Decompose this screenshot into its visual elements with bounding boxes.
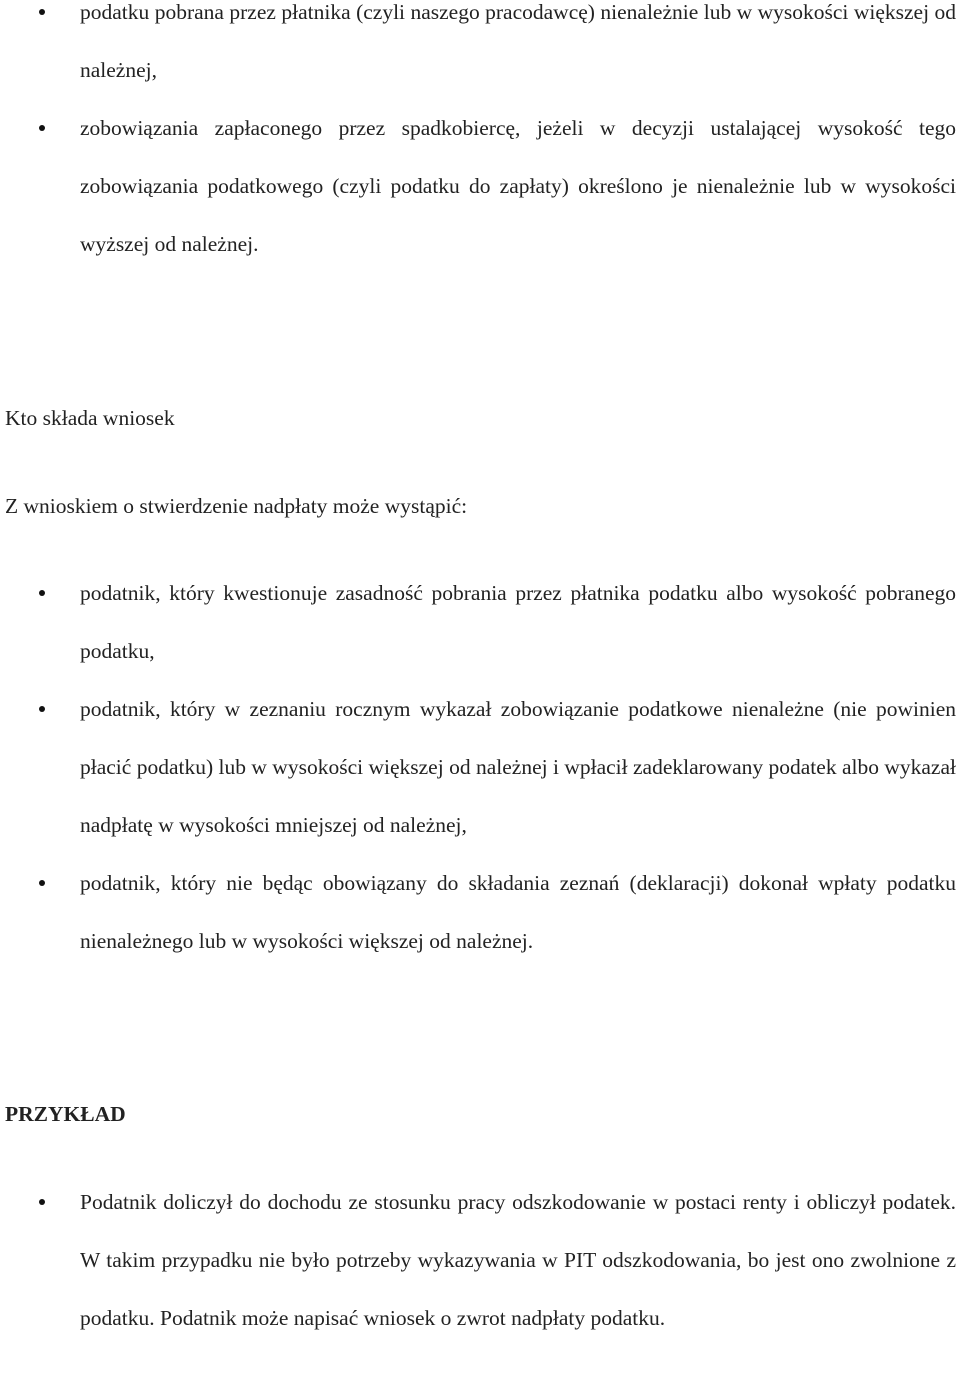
bullet-icon xyxy=(39,125,45,131)
intro-text: Z wnioskiem o stwierdzenie nadpłaty może wystąpić: xyxy=(5,494,468,518)
list-item-text: Podatnik doliczył do dochodu ze stosunku pracy odszkodowanie w postaci renty i obliczył podatek. W takim przypadku nie było potrzeby wykazywania w PIT odszkodowania, bo jest ono zwolnione z podatku. Podatnik może napisać wniosek o zwrot nadpłaty podatku. xyxy=(80,1190,956,1330)
list-item-text: zobowiązania zapłaconego przez spadkobiercę, jeżeli w decyzji ustalającej wysokość tego zobowiązania podatkowego (czyli podatku do zapłaty) określono je nienależnie lub w wysokości wyższej od należnej. xyxy=(80,116,956,256)
list-item xyxy=(0,1173,956,1347)
bullet-icon xyxy=(39,590,45,596)
overpayment-cases-list xyxy=(0,0,960,273)
list-item xyxy=(0,854,956,970)
bullet-icon xyxy=(39,880,45,886)
example-list xyxy=(0,1173,960,1347)
applicants-list xyxy=(0,564,960,970)
list-item-text: podatnik, który kwestionuje zasadność pobrania przez płatnika podatku albo wysokość pobranego podatku, xyxy=(80,581,956,663)
list-item-text: podatnik, który w zeznaniu rocznym wykazał zobowiązanie podatkowe nienależne (nie powinien płacić podatku) lub w wysokości większej od należnej i wpłacił zadeklarowany podatek albo wykazał nadpłatę w wysokości mniejszej od należnej, xyxy=(80,697,956,837)
list-item-text: podatnik, który nie będąc obowiązany do składania zeznań (deklaracji) dokonał wpłaty podatku nienależnego lub w wysokości większej od należnej. xyxy=(80,871,956,953)
list-item xyxy=(0,99,956,273)
bullet-icon xyxy=(39,1199,45,1205)
example-heading: PRZYKŁAD xyxy=(5,1102,126,1126)
list-item xyxy=(0,680,956,854)
section-title: Kto składa wniosek xyxy=(5,406,175,430)
list-item-text: podatku pobrana przez płatnika (czyli naszego pracodawcę) nienależnie lub w wysokości większej od należnej, xyxy=(80,0,956,82)
bullet-icon xyxy=(39,706,45,712)
list-item xyxy=(0,564,956,680)
bullet-icon xyxy=(39,9,45,15)
list-item xyxy=(0,0,956,99)
